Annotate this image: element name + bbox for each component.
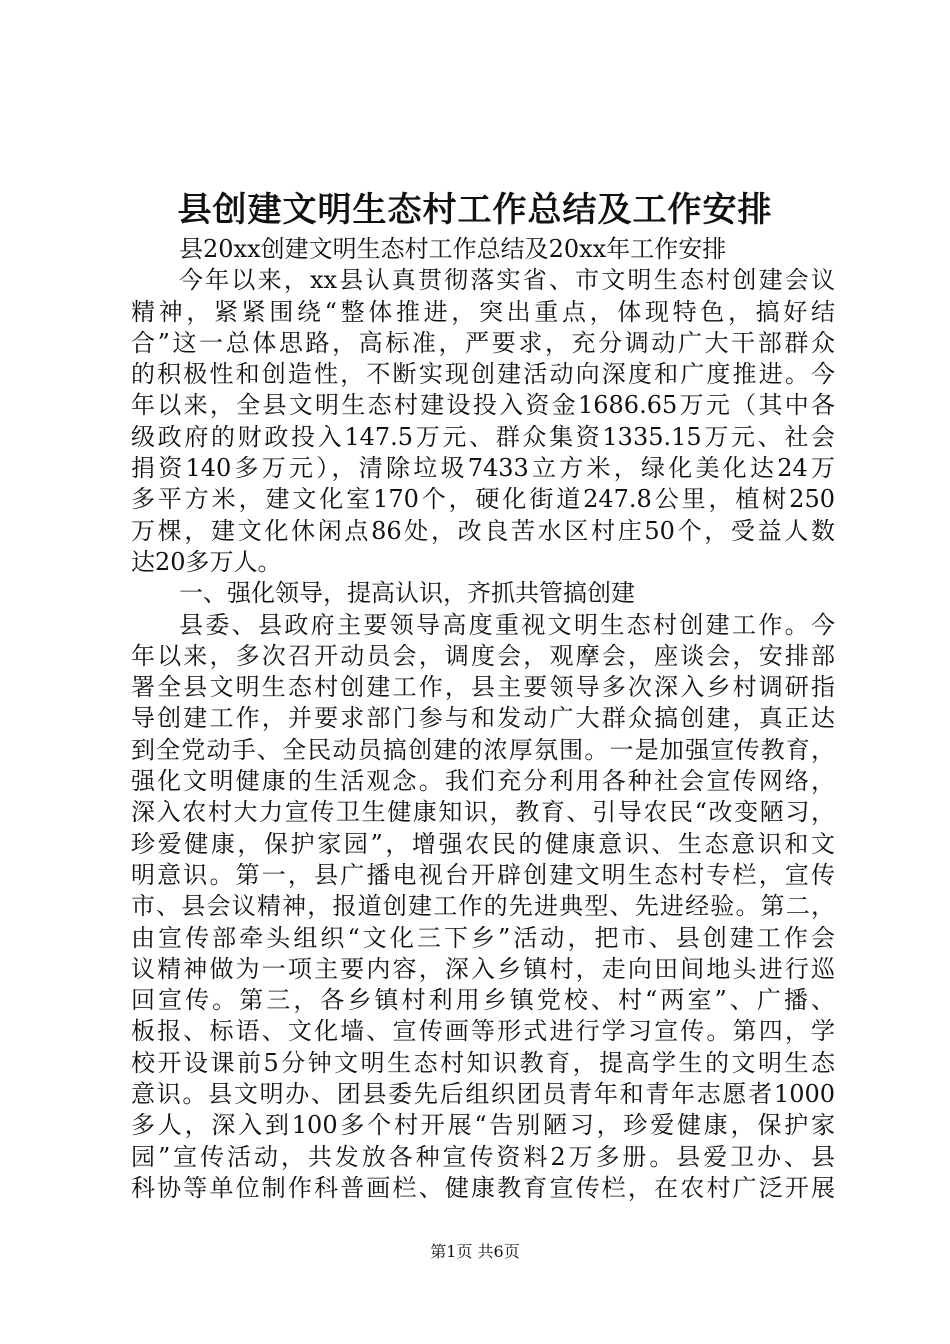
paragraph-line: 市、县会议精神，报道创建工作的先进典型、先进经验。第二， [131, 892, 835, 921]
paragraph-line: 捐资140多万元），清除垃圾7433立方米，绿化美化达24万 [131, 454, 835, 483]
page-footer: 第1页 共6页 [430, 1242, 520, 1261]
subtitle-line: 县20xx创建文明生态村工作总结及20xx年工作安排 [179, 235, 727, 263]
paragraph-line: 板报、标语、文化墙、宣传画等形式进行学习宣传。第四，学 [131, 1017, 835, 1046]
paragraph-line: 科协等单位制作科普画栏、健康教育宣传栏，在农村广泛开展 [131, 1173, 835, 1202]
paragraph-line: 意识。县文明办、团县委先后组织团员青年和青年志愿者1000 [131, 1080, 835, 1109]
document-body [131, 234, 835, 1204]
paragraph-line: 年以来，全县文明生态村建设投入资金1686.65万元（其中各 [131, 391, 835, 420]
paragraph-line: 强化文明健康的生活观念。我们充分利用各种社会宣传网络， [131, 767, 835, 796]
section-heading: 一、强化领导，提高认识，齐抓共管搞创建 [179, 579, 635, 608]
paragraph-line: 由宣传部牵头组织“文化三下乡”活动，把市、县创建工作会 [131, 923, 835, 952]
paragraph-line: 的积极性和创造性，不断实现创建活动向深度和广度推进。今 [131, 360, 835, 389]
paragraph-line: 到全党动手、全民动员搞创建的浓厚氛围。一是加强宣传教育， [131, 735, 835, 764]
paragraph-line: 合”这一总体思路，高标准，严要求，充分调动广大干部群众 [131, 328, 835, 357]
paragraph-line: 万棵，建文化休闲点86处，改良苦水区村庄50个，受益人数 [131, 516, 835, 545]
paragraph-line: 园”宣传活动，共发放各种宣传资料2万多册。县爱卫办、县 [131, 1142, 835, 1171]
paragraph-line: 导创建工作，并要求部门参与和发动广大群众搞创建，真正达 [131, 704, 835, 733]
paragraph-line: 年以来，多次召开动员会，调度会，观摩会，座谈会，安排部 [131, 641, 835, 670]
paragraph-line: 县委、县政府主要领导高度重视文明生态村创建工作。今 [179, 610, 835, 639]
paragraph-line: 回宣传。第三，各乡镇村利用乡镇党校、村“两室”、广播、 [131, 986, 835, 1015]
paragraph-line: 珍爱健康，保护家园”，增强农民的健康意识、生态意识和文 [131, 829, 835, 858]
paragraph-line: 校开设课前5分钟文明生态村知识教育，提高学生的文明生态 [131, 1048, 835, 1077]
paragraph-line: 多平方米，建文化室170个，硬化街道247.8公里，植树250 [131, 485, 835, 514]
paragraph-line: 多人，深入到100多个村开展“告别陋习，珍爱健康，保护家 [131, 1111, 835, 1140]
paragraph-line: 明意识。第一，县广播电视台开辟创建文明生态村专栏，宣传 [131, 860, 835, 889]
document-title: 县创建文明生态村工作总结及工作安排 [177, 190, 773, 230]
paragraph-line: 议精神做为一项主要内容，深入乡镇村，走向田间地头进行巡 [131, 954, 835, 983]
paragraph-line: 今年以来，xx县认真贯彻落实省、市文明生态村创建会议 [179, 266, 835, 295]
paragraph-line: 署全县文明生态村创建工作，县主要领导多次深入乡村调研指 [131, 673, 835, 702]
paragraph-line: 达20多万人。 [131, 547, 282, 576]
paragraph-line: 精神，紧紧围绕“整体推进，突出重点，体现特色，搞好结 [131, 297, 835, 326]
paragraph-line: 级政府的财政投入147.5万元、群众集资1335.15万元、社会 [131, 422, 835, 451]
paragraph-line: 深入农村大力宣传卫生健康知识，教育、引导农民“改变陋习， [131, 798, 835, 827]
